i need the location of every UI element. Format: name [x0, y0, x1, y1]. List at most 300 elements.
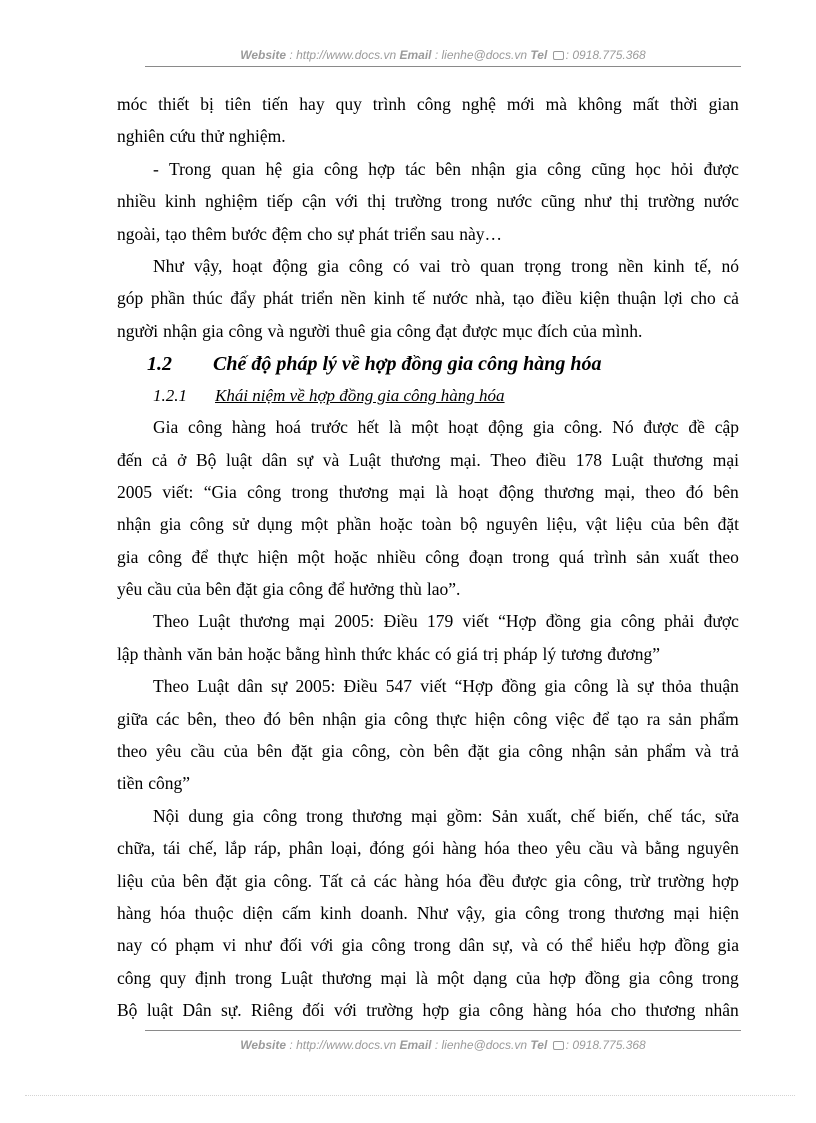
word: của: [176, 579, 201, 600]
word: đặt: [717, 514, 739, 535]
word: theo: [645, 481, 676, 502]
text-line: [117, 994, 739, 1026]
word: công: [393, 708, 428, 729]
word: một: [411, 417, 439, 438]
word: theo: [708, 546, 739, 567]
word: vai: [419, 255, 441, 276]
word: sản: [614, 741, 638, 762]
word: mà: [545, 94, 567, 114]
word: triển: [300, 288, 334, 309]
word: có: [150, 935, 168, 956]
word: mại: [673, 902, 700, 923]
word: hóa: [446, 870, 472, 891]
word: động: [272, 255, 308, 276]
word: gia: [232, 805, 254, 826]
word: công: [189, 514, 224, 535]
word: công: [247, 481, 282, 502]
text-line: [117, 638, 739, 670]
word: nhà,: [475, 288, 506, 309]
word: vi: [222, 935, 237, 956]
word: công: [188, 417, 223, 438]
word: Theo: [153, 676, 189, 697]
word: quan: [221, 158, 256, 179]
word: gia: [262, 579, 284, 600]
word: nền: [340, 288, 366, 309]
word: động: [498, 481, 534, 502]
word: dung: [188, 805, 224, 826]
word: để: [592, 708, 610, 729]
word: yêu: [555, 838, 581, 859]
word: cả: [151, 449, 168, 470]
word: gia: [244, 870, 266, 891]
word: nước: [496, 191, 532, 212]
word: công: [528, 741, 563, 762]
word: Luật: [348, 449, 381, 470]
word: bên: [182, 870, 209, 891]
word: sự.: [220, 1000, 242, 1021]
page-edge-divider: [25, 1095, 795, 1096]
text-line: [117, 218, 739, 250]
word: công: [574, 676, 609, 697]
word: trọng: [524, 255, 562, 276]
word: thức: [361, 643, 392, 664]
word: nghiên: [117, 126, 165, 147]
word: trình: [372, 94, 406, 114]
word: vậy,: [193, 255, 223, 276]
word: công: [228, 320, 263, 341]
word: nước: [703, 191, 739, 212]
word: một: [297, 546, 325, 567]
word: mình.: [602, 320, 643, 341]
word: nhiều: [376, 546, 416, 567]
word: sự,: [492, 935, 514, 956]
word: của: [150, 870, 176, 891]
word: các: [155, 708, 180, 729]
word: quá: [558, 546, 585, 567]
word: xuất: [669, 546, 700, 567]
word: nay: [117, 935, 143, 956]
word: bước: [231, 223, 267, 244]
word: gia: [364, 708, 386, 729]
word: đến: [117, 449, 143, 470]
word: điều: [541, 288, 572, 309]
word: hợp: [639, 935, 667, 956]
word: đoạn: [468, 546, 503, 567]
word: hàng: [117, 902, 152, 923]
word: học: [635, 158, 661, 179]
word: của: [572, 320, 597, 341]
word: này…: [459, 223, 502, 244]
word: công”: [148, 773, 191, 794]
word: sự: [637, 676, 654, 697]
word: cho: [690, 288, 716, 309]
word: phải: [664, 611, 695, 632]
word: Bộ: [195, 449, 217, 470]
word: hóa: [484, 838, 510, 859]
word: thỏa: [661, 676, 692, 697]
word: đặt: [291, 741, 313, 762]
subsection-number: 1.2.1: [153, 386, 187, 406]
word: hiện: [257, 546, 289, 567]
text-line: [117, 800, 739, 832]
word: bằng: [285, 643, 320, 664]
word: hợp: [368, 158, 395, 179]
word: nghiệm: [205, 191, 258, 212]
word: chế,: [188, 838, 218, 859]
word: và: [267, 320, 285, 341]
word: thương: [653, 449, 704, 470]
word: điều: [535, 449, 567, 470]
footer-email-value: : lienhe@docs.vn: [434, 1038, 528, 1052]
text-line: [117, 250, 739, 282]
word: cả: [723, 288, 739, 309]
word: kinh: [164, 191, 197, 212]
word: nó: [721, 255, 739, 276]
word: có: [546, 935, 563, 956]
word: công: [371, 935, 406, 956]
word: công: [489, 1000, 524, 1021]
word: cận: [301, 191, 327, 212]
header-tel-label: Tel: [530, 48, 548, 62]
word: nước: [432, 288, 468, 309]
word: cấm: [281, 902, 312, 923]
word: gia: [117, 546, 139, 567]
word: mại: [298, 611, 326, 632]
word: công.: [564, 417, 603, 438]
word: “Hợp: [498, 611, 537, 632]
word: công: [396, 320, 431, 341]
word: cũng: [591, 158, 626, 179]
word: công: [288, 579, 323, 600]
section-heading-1-2: [117, 347, 739, 381]
word: thuê: [335, 320, 366, 341]
word: công: [117, 967, 152, 988]
word: ra: [646, 708, 661, 729]
word: hóa: [160, 902, 186, 923]
word: thúc: [192, 288, 223, 309]
word: nguyên: [486, 514, 538, 535]
word: vậy,: [456, 902, 486, 923]
word: bên: [435, 158, 462, 179]
word: hoặc: [247, 643, 281, 664]
word: bên: [288, 708, 315, 729]
word: mại: [411, 805, 438, 826]
word: nhân: [704, 1000, 739, 1021]
word: hợp: [549, 967, 576, 988]
word: gia: [544, 676, 566, 697]
word: gia: [292, 158, 314, 179]
word: bên,: [187, 708, 218, 729]
word: lý: [542, 643, 557, 664]
word: sản: [668, 708, 692, 729]
word: toàn: [421, 514, 452, 535]
word: trước: [310, 417, 348, 438]
word: 2005:: [295, 676, 336, 697]
word: thương: [645, 1000, 696, 1021]
header-divider: [145, 66, 741, 67]
word: người: [289, 320, 331, 341]
word: mới: [506, 94, 535, 114]
word: nhận: [471, 158, 506, 179]
word: gồm:: [446, 805, 483, 826]
footer-website-label: Website: [240, 1038, 287, 1052]
word: yêu: [156, 741, 182, 762]
word: quan: [480, 255, 515, 276]
text-line: [117, 153, 739, 185]
word: và: [521, 935, 538, 956]
word: thương: [614, 902, 665, 923]
word: hay: [299, 94, 325, 114]
word: dụng: [257, 514, 293, 535]
text-line: [117, 508, 739, 540]
word: thành: [143, 643, 183, 664]
word: mại,: [604, 481, 635, 502]
word: móc: [117, 94, 148, 114]
word: chế: [570, 805, 595, 826]
word: luật: [146, 1000, 174, 1021]
word: được: [462, 320, 498, 341]
word: liệu: [117, 870, 144, 891]
word: đạt: [435, 320, 458, 341]
word: và: [322, 449, 340, 470]
word: phẩm: [699, 708, 739, 729]
word: có: [392, 255, 410, 276]
word: ráp,: [254, 838, 282, 859]
word: thiết: [158, 94, 190, 114]
word: diện: [242, 902, 273, 923]
header-tel-value: : 0918.775.368: [565, 48, 646, 62]
word: đặt: [215, 870, 237, 891]
word: hỏi: [671, 158, 694, 179]
word: Dân: [182, 1000, 212, 1021]
word: lập: [117, 643, 139, 664]
text-line: [117, 88, 739, 120]
word: đóng: [369, 838, 405, 859]
text-line: [117, 832, 739, 864]
word: biến,: [603, 805, 639, 826]
word: thị: [367, 191, 386, 212]
word: Bộ: [117, 1000, 138, 1021]
word: trong: [291, 481, 329, 502]
word: hiện: [475, 708, 506, 729]
word: khác: [396, 643, 430, 664]
word: tác,: [681, 805, 706, 826]
word: lắp: [225, 838, 247, 859]
word: Gia: [153, 417, 179, 438]
word: ngoài,: [117, 223, 161, 244]
word: tác: [405, 158, 426, 179]
word: dạng: [473, 967, 508, 988]
text-line: [117, 573, 739, 605]
document-body: [117, 88, 739, 1027]
word: hoạt: [232, 255, 263, 276]
section-number: 1.2: [147, 353, 172, 376]
word: đối: [302, 1000, 325, 1021]
word: công: [525, 902, 560, 923]
word: gia: [341, 935, 364, 956]
word: hóa: [576, 1000, 602, 1021]
word: cho: [610, 1000, 637, 1021]
footer-website-value: : http://www.docs.vn: [289, 1038, 397, 1052]
word: cầu: [190, 741, 215, 762]
header-email-value: : lienhe@docs.vn: [434, 48, 528, 62]
text-line: [117, 670, 739, 702]
word: theo: [117, 741, 148, 762]
word: bản: [217, 643, 243, 664]
word: tiên: [224, 94, 252, 114]
word: xuất,: [526, 805, 562, 826]
word: 179: [426, 611, 454, 632]
word: với: [333, 1000, 357, 1021]
word: đồng: [545, 611, 581, 632]
word: tạo: [617, 708, 639, 729]
word: giá: [456, 643, 478, 664]
word: thực: [217, 546, 249, 567]
word: và: [694, 741, 712, 762]
word: hoạt: [448, 417, 479, 438]
word: viết: [462, 611, 489, 632]
word: nhiều: [117, 191, 156, 212]
word: đối: [279, 935, 303, 956]
word: sau: [430, 223, 455, 244]
word: phạm: [175, 935, 215, 956]
word: bên: [256, 741, 283, 762]
footer-tel-value: : 0918.775.368: [565, 1038, 646, 1052]
word: thuộc: [194, 902, 234, 923]
word: phát: [358, 223, 389, 244]
text-line: [117, 185, 739, 217]
word: Luật: [611, 449, 644, 470]
word: với: [335, 191, 359, 212]
word: kinh: [653, 255, 685, 276]
word: sự: [296, 449, 314, 470]
word: trong: [413, 935, 451, 956]
word: trong: [571, 255, 609, 276]
word: doanh.: [360, 902, 408, 923]
word: mại: [398, 481, 426, 502]
word: liệu: [615, 514, 643, 535]
word: là: [616, 676, 629, 697]
word: tiến: [262, 94, 289, 114]
word: được: [703, 158, 739, 179]
word: gian: [708, 94, 739, 114]
footer-divider: [145, 1030, 741, 1031]
word: Luật: [197, 676, 230, 697]
word: hiện: [708, 902, 739, 923]
word: trường: [394, 191, 442, 212]
word: Như: [416, 902, 448, 923]
word: Luật: [280, 967, 313, 988]
word: Nó: [612, 417, 634, 438]
header-website-value: : http://www.docs.vn: [289, 48, 397, 62]
header-website-label: Website: [240, 48, 287, 62]
word: gia: [317, 255, 339, 276]
word: luật: [226, 449, 253, 470]
word: trong: [512, 546, 550, 567]
word: Riêng: [251, 1000, 293, 1021]
word: như: [244, 935, 272, 956]
word: Nội: [153, 805, 180, 826]
word: 547: [385, 676, 412, 697]
word: gia: [532, 417, 555, 438]
word: tạo: [512, 288, 535, 309]
word: thù: [399, 579, 422, 600]
word: hoặc: [334, 546, 368, 567]
word: của: [223, 741, 248, 762]
word: sự: [270, 676, 288, 697]
word: yêu: [117, 579, 143, 600]
word: tế,: [694, 255, 712, 276]
word: cũng: [541, 191, 576, 212]
word: Sản: [491, 805, 518, 826]
word: đẩy: [230, 288, 256, 309]
word: việc: [555, 708, 585, 729]
word: của: [516, 967, 541, 988]
word: gia: [159, 514, 182, 535]
word: cầu: [147, 579, 172, 600]
word: một: [437, 967, 465, 988]
word: liệu,: [546, 514, 578, 535]
section-title: Chế độ pháp lý về hợp đồng gia công hàng hóa: [213, 353, 602, 376]
word: phân: [288, 838, 323, 859]
word: để: [191, 546, 208, 567]
word: trong: [701, 967, 739, 988]
word: nền: [618, 255, 644, 276]
word: đồng: [584, 967, 620, 988]
word: Luật: [198, 611, 231, 632]
word: thử: [200, 126, 224, 147]
word: 178: [575, 449, 602, 470]
word: hàng: [532, 1000, 567, 1021]
word: đề: [688, 417, 705, 438]
word: thêm: [191, 223, 227, 244]
word: hoạt: [458, 481, 489, 502]
word: trường: [366, 1000, 414, 1021]
text-line: [117, 735, 739, 767]
word: bộ: [460, 514, 478, 535]
word: trường: [647, 191, 695, 212]
word: “Hợp: [454, 676, 494, 697]
word: gia: [628, 967, 651, 988]
word: trò: [450, 255, 471, 276]
word: quy: [335, 94, 362, 114]
word: định: [195, 967, 227, 988]
word: theo: [225, 708, 256, 729]
word: còn: [399, 741, 425, 762]
word: gia: [202, 320, 224, 341]
text-line: [117, 865, 739, 897]
word: ở: [177, 449, 187, 470]
word: cho: [307, 223, 333, 244]
word: có: [434, 643, 452, 664]
word: công: [262, 805, 297, 826]
word: triển: [393, 223, 426, 244]
word: của: [650, 514, 675, 535]
text-line: [117, 120, 739, 152]
word: Trong: [169, 158, 212, 179]
word: thuận: [617, 288, 657, 309]
text-line: [117, 444, 739, 476]
word: sử: [232, 514, 249, 535]
word: được: [703, 611, 739, 632]
phone-icon: [553, 51, 564, 60]
word: là: [415, 967, 429, 988]
word: gia: [498, 741, 520, 762]
text-line: [117, 315, 739, 347]
word: phần: [336, 514, 371, 535]
word: cứu: [169, 126, 196, 147]
word: thể: [571, 935, 593, 956]
